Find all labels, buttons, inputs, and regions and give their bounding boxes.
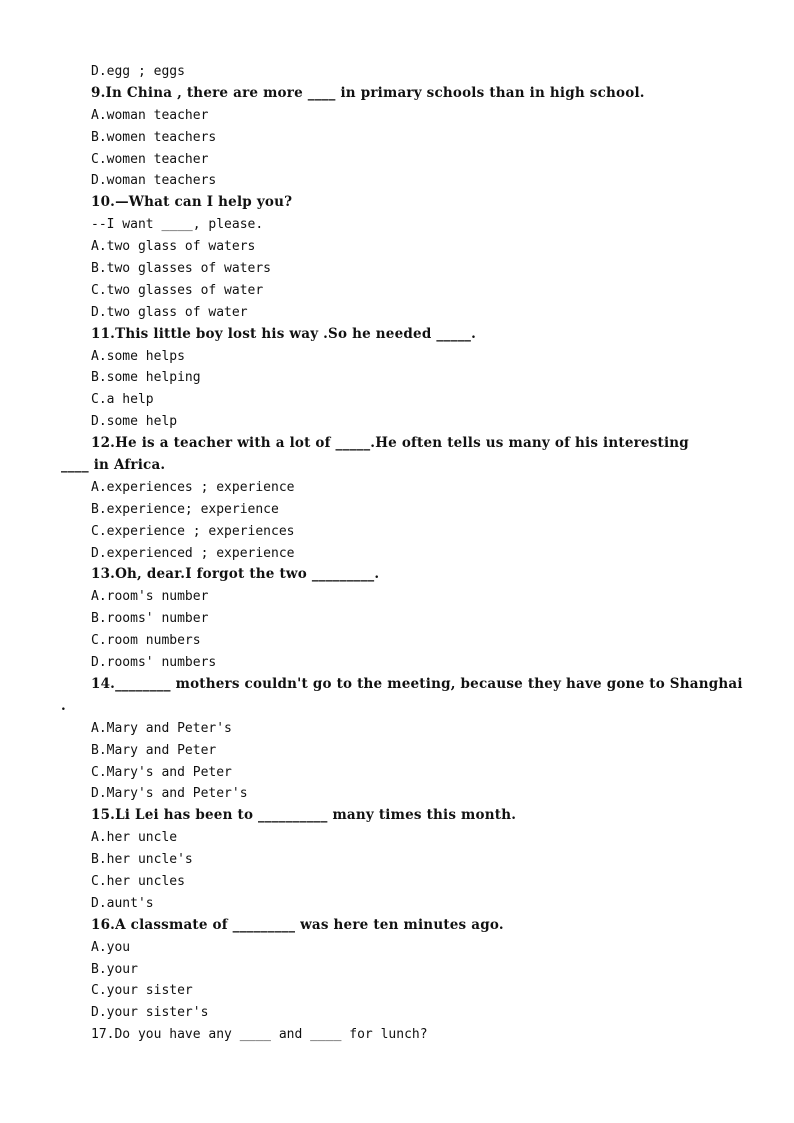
question-text: 12.He is a teacher with a lot of _____.He often tells us many of his interesting — [91, 435, 689, 452]
answer-option: B.your — [91, 961, 138, 977]
answer-option: D.your sister's — [91, 1005, 209, 1021]
answer-option: C.women teacher — [91, 151, 209, 167]
answer-option: A.experiences ; experience — [91, 479, 295, 495]
answer-option: A.you — [91, 939, 131, 955]
answer-option: C.her uncles — [91, 873, 185, 889]
answer-option: A.woman teacher — [91, 107, 209, 123]
answer-option: B.Mary and Peter — [91, 742, 217, 758]
answer-option: C.a help — [91, 392, 154, 408]
answer-option: B.some helping — [91, 370, 201, 386]
answer-option: D.egg ; eggs — [91, 64, 185, 79]
answer-option: B.her uncle's — [91, 852, 193, 868]
answer-option: D.aunt's — [91, 895, 154, 911]
answer-option: B.rooms' number — [91, 611, 209, 627]
answer-option: C.Mary's and Peter — [91, 764, 232, 780]
question-text-continuation: . — [61, 697, 66, 714]
answer-option: C.room numbers — [91, 633, 201, 649]
answer-option: D.rooms' numbers — [91, 655, 217, 671]
question-text: 11.This little boy lost his way .So he needed _____. — [91, 325, 477, 342]
question-text: 14.________ mothers couldn't go to the meeting, because they have gone to Shanghai — [91, 675, 743, 692]
answer-option: --I want ____, please. — [91, 217, 264, 233]
answer-option: C.your sister — [91, 983, 193, 999]
answer-option: A.some helps — [91, 348, 185, 364]
question-text-continuation: ____ in Africa. — [61, 457, 166, 474]
answer-option: D.Mary's and Peter's — [91, 786, 248, 802]
answer-option: D.experienced ; experience — [91, 545, 295, 561]
answer-option: A.her uncle — [91, 830, 178, 846]
answer-option: B.women teachers — [91, 129, 217, 145]
answer-option: A.two glass of waters — [91, 239, 256, 255]
answer-option: C.two glasses of water — [91, 282, 264, 298]
answer-option: C.experience ; experiences — [91, 523, 295, 539]
question-text: 13.Oh, dear.I forgot the two _________. — [91, 566, 380, 583]
answer-option: B.two glasses of waters — [91, 261, 272, 277]
question-text: 15.Li Lei has been to __________ many times this month. — [91, 807, 517, 824]
question-text: 10.—What can I help you? — [91, 194, 293, 211]
answer-option: B.experience; experience — [91, 501, 279, 517]
document-page — [0, 61, 794, 1046]
answer-option: D.woman teachers — [91, 173, 217, 189]
answer-option: A.Mary and Peter's — [91, 720, 232, 736]
answer-option: D.some help — [91, 414, 178, 430]
question-text: 9.In China , there are more ____ in primary schools than in high school. — [91, 84, 645, 101]
question-text: 16.A classmate of _________ was here ten minutes ago. — [91, 916, 504, 933]
answer-option: 17.Do you have any ____ and ____ for lunch? — [91, 1027, 428, 1043]
answer-option: A.room's number — [91, 589, 209, 605]
answer-option: D.two glass of water — [91, 304, 248, 320]
